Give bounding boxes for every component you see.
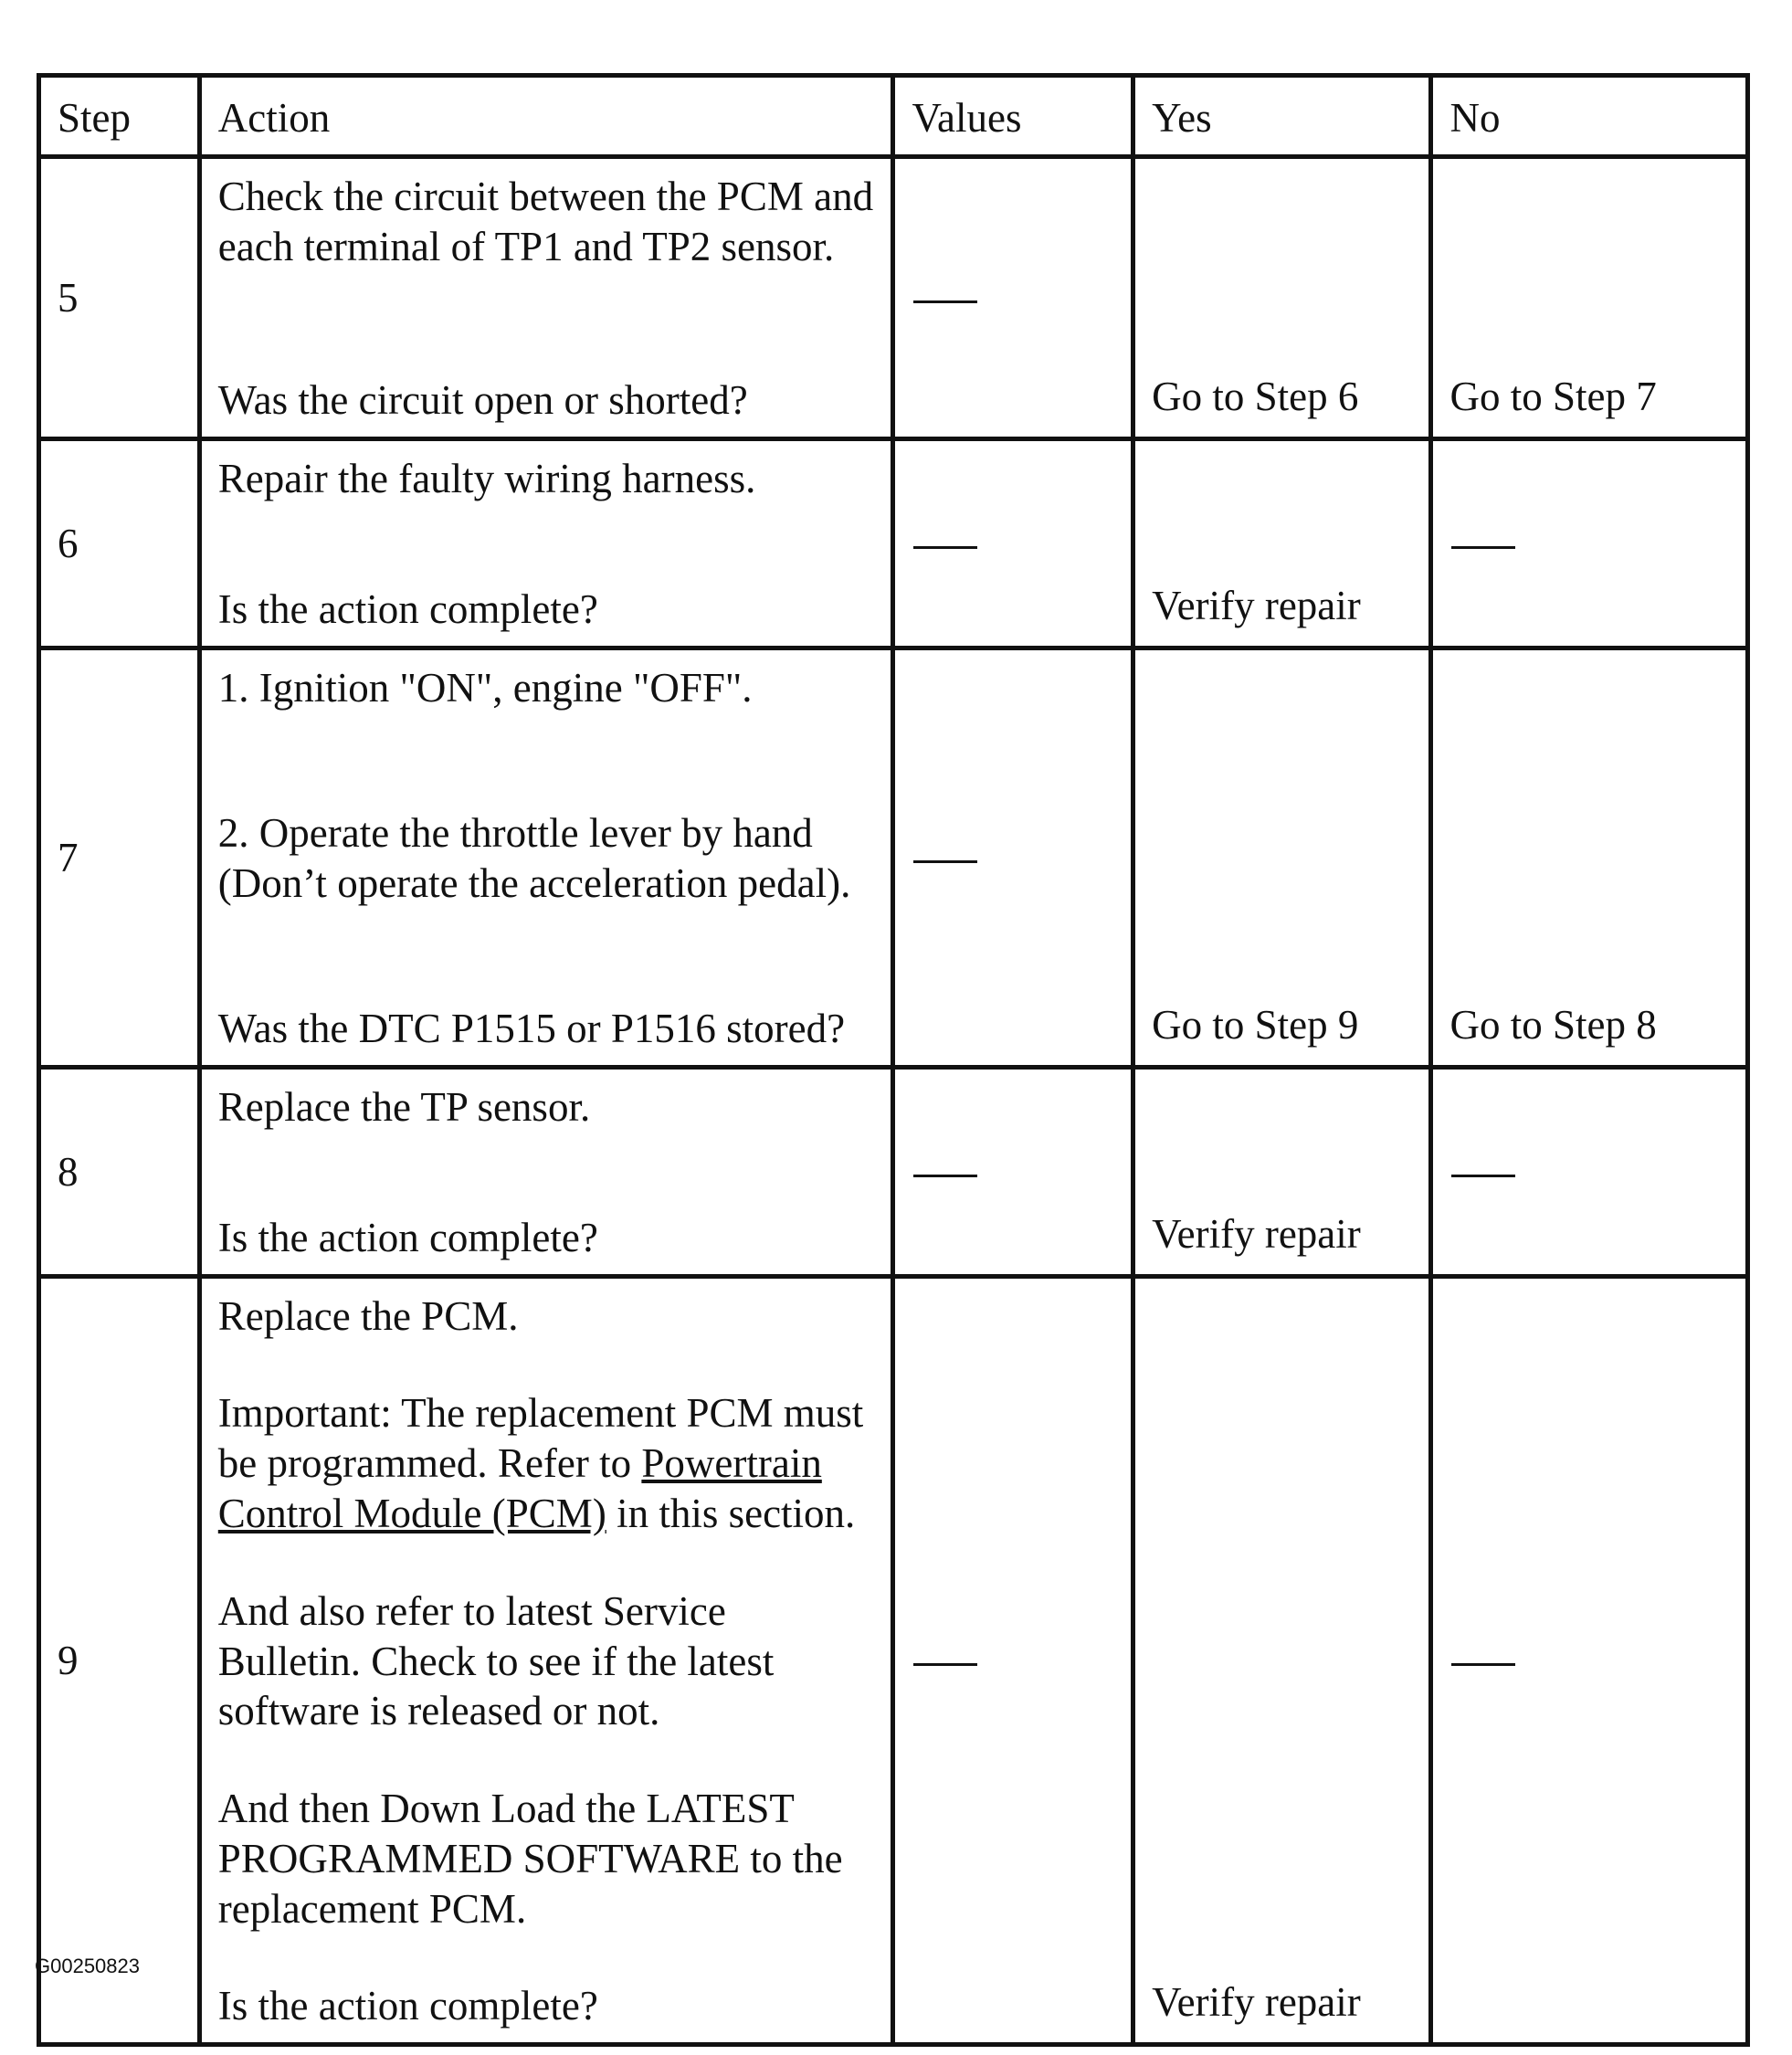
step-number: 7 <box>39 648 200 1068</box>
action-text: Repair the faulty wiring harness. <box>217 456 756 501</box>
action-text: And also refer to latest Service Bulletin. Check to see if the latest software is released or not. <box>217 1587 775 1734</box>
action-text: Check the circuit between the PCM and each terminal of TP1 and TP2 sensor. <box>217 174 874 269</box>
yes-cell: Verify repair <box>1133 1277 1431 2045</box>
empty-dash <box>913 1175 977 1177</box>
action-question: Is the action complete? <box>217 1983 598 2029</box>
empty-dash <box>913 546 977 549</box>
step-number: 9 <box>39 1277 200 2045</box>
action-cell <box>199 1277 893 2045</box>
empty-dash <box>1451 546 1515 549</box>
action-cell <box>199 439 893 648</box>
important-note-text: Important: The replacement PCM must be programmed. Refer to <box>217 1390 864 1487</box>
step-number: 8 <box>39 1068 200 1277</box>
action-text: And then Down Load the LATEST PROGRAMMED SOFTWARE to the replacement PCM. <box>217 1785 843 1932</box>
action-question: Was the DTC P1515 or P1516 stored? <box>217 1006 846 1052</box>
action-question: Is the action complete? <box>217 586 598 633</box>
step-number: 5 <box>39 157 200 439</box>
no-cell: Go to Step 7 <box>1431 157 1748 439</box>
action-text: Replace the PCM. <box>217 1293 519 1339</box>
important-note <box>218 1388 875 1539</box>
values-cell <box>893 157 1133 439</box>
table-row <box>39 648 1748 1068</box>
step-number: 6 <box>39 439 200 648</box>
important-note-tail: in this section. <box>617 1491 856 1537</box>
values-cell <box>893 648 1133 1068</box>
header-values: Values <box>893 76 1133 157</box>
action-text: 2. Operate the throttle lever by hand (Don’t operate the acceleration pedal). <box>217 810 851 906</box>
values-cell <box>893 1277 1133 2045</box>
action-question: Was the circuit open or shorted? <box>217 377 748 424</box>
empty-dash <box>1451 1663 1515 1666</box>
header-step: Step <box>39 76 200 157</box>
yes-cell: Verify repair <box>1133 439 1431 648</box>
no-cell: Go to Step 8 <box>1431 648 1748 1068</box>
yes-cell: Go to Step 9 <box>1133 648 1431 1068</box>
action-text: 1. Ignition "ON", engine "OFF". <box>217 665 753 711</box>
table-row <box>39 439 1748 648</box>
yes-cell: Verify repair <box>1133 1068 1431 1277</box>
header-yes: Yes <box>1133 76 1431 157</box>
action-question: Is the action complete? <box>217 1215 598 1261</box>
no-cell <box>1431 1068 1748 1277</box>
action-cell <box>199 648 893 1068</box>
action-cell <box>199 1068 893 1277</box>
empty-dash <box>1451 1175 1515 1177</box>
no-cell <box>1431 439 1748 648</box>
header-action: Action <box>199 76 893 157</box>
empty-dash <box>913 860 977 863</box>
empty-dash <box>913 300 977 303</box>
no-cell <box>1431 1277 1748 2045</box>
table-row <box>39 1277 1748 2045</box>
yes-cell: Go to Step 6 <box>1133 157 1431 439</box>
action-text: Replace the TP sensor. <box>217 1084 591 1130</box>
action-cell <box>199 157 893 439</box>
table-row <box>39 1068 1748 1277</box>
pcm-reference-link[interactable]: Powertrain Control Module (PCM) <box>217 1440 822 1537</box>
empty-dash <box>913 1663 977 1666</box>
values-cell <box>893 439 1133 648</box>
diagnostic-table <box>37 73 1750 2047</box>
figure-id: G00250823 <box>35 1955 140 1977</box>
header-no: No <box>1431 76 1748 157</box>
table-header-row <box>39 76 1748 157</box>
values-cell <box>893 1068 1133 1277</box>
table-row <box>39 157 1748 439</box>
